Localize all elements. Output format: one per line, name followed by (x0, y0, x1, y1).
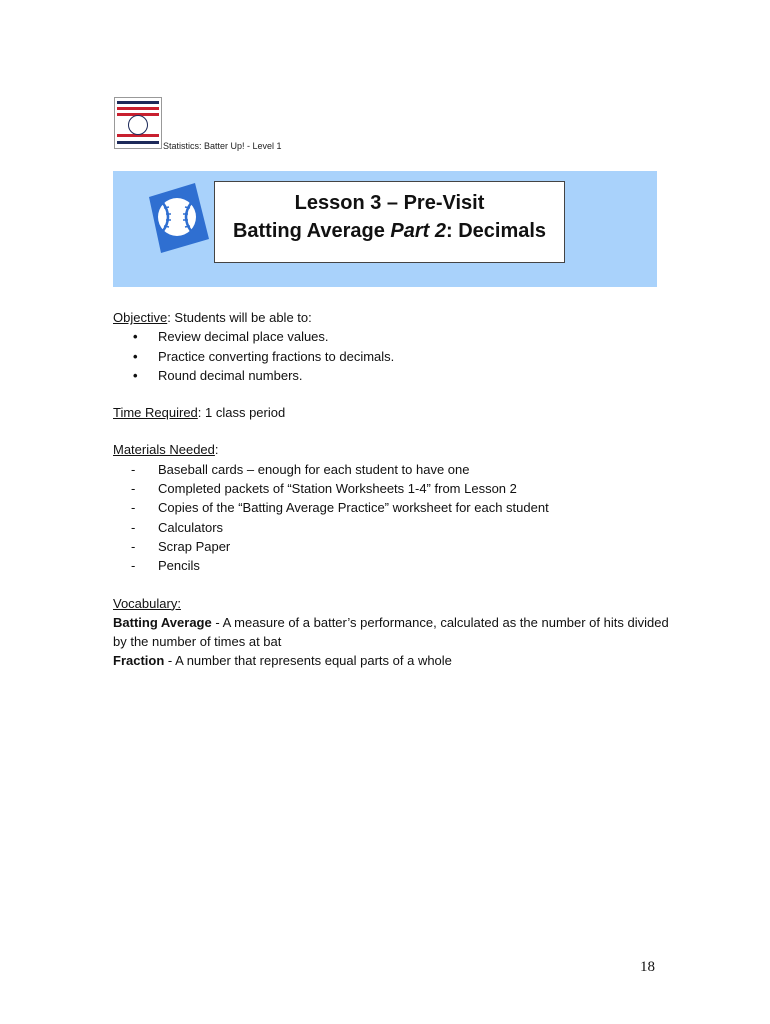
title-line-2-italic: Part 2 (390, 220, 446, 242)
term-name: Batting Average (113, 614, 212, 630)
time-required-value: : 1 class period (197, 405, 286, 421)
objective-intro: : Students will be able to: (167, 310, 312, 325)
materials-label: Materials Needed (113, 442, 215, 458)
page-number: 18 (640, 959, 655, 975)
logo-baseball-icon (128, 115, 148, 135)
materials-list (113, 460, 673, 576)
list-item: - Pencils (113, 556, 673, 575)
objective-label: Objective (113, 310, 168, 325)
list-item: • Practice converting fractions to decimals. (113, 347, 673, 366)
term-definition: - A number that represents equal parts of a whole (164, 653, 452, 669)
time-required-label: Time Required (113, 405, 198, 421)
title-line-1: Lesson 3 – Pre-Visit (294, 192, 485, 214)
list-item: - Baseball cards – enough for each student to have one (113, 460, 673, 479)
hall-of-fame-logo (114, 97, 162, 149)
title-line-2-suffix: : Decimals (445, 220, 547, 242)
baseball-icon (137, 179, 213, 255)
lesson-banner (113, 171, 657, 287)
materials-suffix: : (214, 442, 219, 458)
list-item: • Round decimal numbers. (113, 366, 673, 385)
vocabulary-term (113, 613, 673, 652)
objective-list (113, 327, 673, 385)
list-item: - Completed packets of “Station Worksheets 1-4” from Lesson 2 (113, 479, 673, 498)
list-item: - Copies of the “Batting Average Practice” worksheet for each student (113, 498, 673, 517)
list-item: - Calculators (113, 518, 673, 537)
lesson-content (113, 308, 673, 671)
list-item: - Scrap Paper (113, 537, 673, 556)
materials-heading (113, 440, 673, 459)
lesson-title (214, 181, 565, 263)
objective-heading (113, 308, 673, 327)
vocabulary-term (113, 651, 673, 670)
list-item: • Review decimal place values. (113, 327, 673, 346)
title-line-2-prefix: Batting Average (232, 220, 391, 242)
term-name: Fraction (113, 653, 165, 669)
vocabulary-heading: Vocabulary: (113, 595, 181, 611)
time-required (113, 403, 673, 422)
title-line-2 (215, 217, 564, 245)
running-head: Statistics: Batter Up! - Level 1 (163, 141, 282, 151)
term-definition: - A measure of a batter’s performance, calculated as the number of hits divided by the number of times at bat (113, 614, 669, 650)
